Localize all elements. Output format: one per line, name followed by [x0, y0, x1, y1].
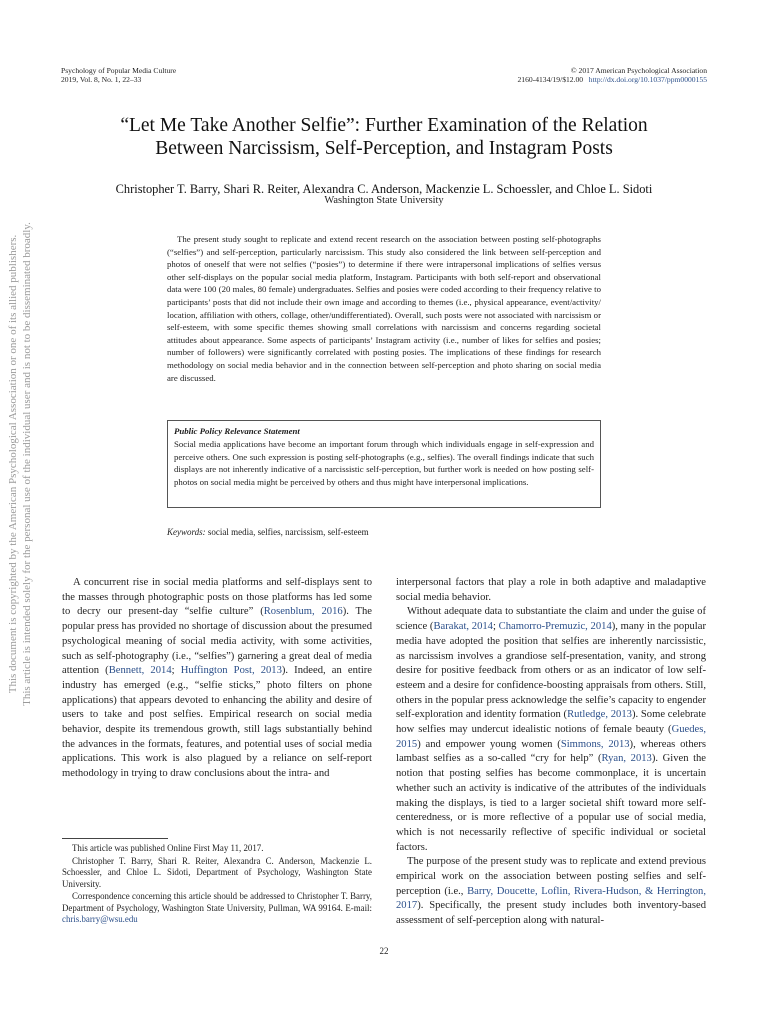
- volume-info: 2019, Vol. 8, No. 1, 22–33: [61, 75, 142, 84]
- journal-header: [61, 66, 176, 84]
- journal-name: Psychology of Popular Media Culture: [61, 66, 177, 75]
- text-run: ). The popular press has provided no shortage of discussion about the presumed psychological meaning of social media activity, with some activities, such as self-photography (i.e., “selfies”) garnering a great deal of media attention (: [62, 606, 372, 677]
- footnote-divider: [62, 838, 168, 839]
- copyright-header: [517, 66, 707, 84]
- footnotes: [62, 843, 372, 927]
- text-run: ). Given the notion that posting selfies has become commonplace, it is uncertain whether such an activity is indicative of the attributes of the individuals making the displays, is tied to a larger societal shift toward more self-centeredness, or is more reflective of a popular use of social media, which is not necessarily reflective of specific individual or societal factors.: [396, 753, 707, 853]
- citation-link[interactable]: Ryan, 2013: [601, 753, 652, 765]
- citation-link[interactable]: Guedes, 2015: [396, 724, 706, 750]
- email-link[interactable]: chris.barry@wsu.edu: [62, 914, 138, 924]
- citation-link[interactable]: Rutledge, 2013: [567, 709, 632, 721]
- doi-link[interactable]: http://dx.doi.org/10.1037/ppm0000155: [588, 75, 707, 84]
- watermark-line-2: This article is intended solely for the personal use of the individual user and is not to be disseminated broadly.: [21, 222, 33, 706]
- copyright-watermark: [6, 114, 34, 814]
- citation-link[interactable]: Chamorro-Premuzic, 2014: [498, 621, 612, 633]
- footnote-correspondence: [62, 891, 372, 926]
- abstract-text: The present study sought to replicate and extend recent research on the association between posting self-photographs (“selfies”) and self-perception, particularly narcissism. This study also considered the link between self-perception and photos of oneself that were not selfies (“posies”) to determine if there were intrapersonal implications of selfies versus other self-displays on the popular social media platform, Instagram. Participants with both self-report and observational data were 100 (20 males, 80 female) undergraduates. Selfies and posies were coded according to their frequency relative to participants’ posts that did not include their own image and according to themes (i.e., physical appearance, event/activity/ location, affiliation with others, collage, other/undifferentiated). Overall, such posts were not associated with narcissism or self-esteem, with some specific themes showing small correlations with narcissism and concerns regarding societal attitudes about appearance. Some aspects of participants’ Instagram activity (i.e., number of likes for selfies and posies; number of followers) were significantly correlated with posting posies. The implications of these findings for research methodology on social media behavior and in the connection between self-perception and photo sharing on social media are discussed.: [167, 234, 601, 383]
- text-run: The purpose of the present study was to replicate and extend previous empirical work on the association between posting selfies and self-perception (i.e.,: [396, 856, 706, 897]
- title-line-1: “Let Me Take Another Selfie”: Further Examination of the Relation: [120, 115, 648, 136]
- text-run: ), whereas others lambast selfies as a so-called “cry for help” (: [396, 738, 706, 765]
- body-column-left: [62, 576, 372, 782]
- text-run: ), many in the popular media have adopted the position that selfies are inherently narcissistic, as narcissism involves a grandiose self-presentation, vanity, and strong desire for positive feedback from others or as an indicator of low self-esteem and a desire for confidence-boosting appraisals from others. Still, others in the popular press acknowledge the selfie’s capacity to engender self-exploration and identity formation (: [396, 621, 706, 721]
- footnote-affiliations: Christopher T. Barry, Shari R. Reiter, Alexandra C. Anderson, Mackenzie L. Schoessler, and Chloe L. Sidoti, Department of Psychology, Washington State University.: [62, 855, 372, 889]
- text-run: ;: [171, 665, 181, 677]
- issn-doi-line: [517, 75, 707, 84]
- text-run: ). Some celebrate how selfies may undercut idealistic notions of female beauty (: [396, 709, 707, 736]
- text-run: Without adequate data to substantiate the claim and under the guise of science (: [396, 606, 706, 633]
- citation-link[interactable]: Bennett, 2014: [108, 665, 172, 677]
- text-run: ) and empower young women (: [417, 738, 561, 750]
- policy-heading: Public Policy Relevance Statement: [174, 426, 300, 436]
- body-column-right: [396, 576, 706, 929]
- body-paragraph: [396, 605, 706, 855]
- citation-link[interactable]: Barakat, 2014: [433, 621, 493, 633]
- article-title: [60, 114, 708, 160]
- text-run: ). Indeed, an entire industry has emerged (e.g., “selfie sticks,” photo filters on phone applications) that appears devoted to enhancing the ability and desire of users to take and post selfies. Empirical research on social media behavior, despite its tremendous growth, still lags substantially behind the advances in the formats, features, and potential uses of social media applications. This work is also plagued by a reliance on self-report methodology in trying to draw conclusions about the intra- and: [62, 665, 372, 780]
- keywords-text: social media, selfies, narcissism, self-esteem: [207, 527, 369, 537]
- text-run: ). Specifically, the present study includes both inventory-based assessment of self-perception along with natural-: [396, 900, 706, 927]
- title-line-2: Between Narcissism, Self-Perception, and Instagram Posts: [155, 138, 613, 159]
- text-run: ;: [492, 621, 499, 633]
- copyright-line: © 2017 American Psychological Association: [570, 66, 707, 75]
- body-paragraph: interpersonal factors that play a role in both adaptive and maladaptive social media behavior.: [396, 577, 706, 603]
- policy-statement-box: [167, 420, 601, 508]
- citation-link[interactable]: Barry, Doucette, Loflin, Rivera-Hudson, & Herrington, 2017: [396, 885, 706, 912]
- citation-link[interactable]: Rosenblum, 2016: [263, 606, 343, 618]
- citation-link[interactable]: Huffington Post, 2013: [180, 665, 282, 677]
- footnote-published: This article was published Online First May 11, 2017.: [72, 843, 264, 853]
- text-run: A concurrent rise in social media platforms and self-displays sent to the masses through photographic posts on those platforms has led some to decry our present-day “selfie culture” (: [62, 577, 372, 618]
- citation-link[interactable]: Simmons, 2013: [560, 738, 630, 750]
- policy-text: Social media applications have become an important forum through which individuals engage in self-expression and perceive others. One such expression is posting self-photographs (e.g., selfies). The overall findings indicate that such displays are not inherently indicative of a narcissistic self-perception, but further work is needed on how posting self-photos on social media might be perceived by others and thus might have interpersonal implications.: [174, 439, 594, 487]
- author-list: Christopher T. Barry, Shari R. Reiter, Alexandra C. Anderson, Mackenzie L. Schoessler, and Chloe L. Sidoti: [115, 182, 653, 196]
- page-number: 22: [379, 946, 389, 956]
- keywords: [167, 527, 369, 537]
- text-run: Correspondence concerning this article should be addressed to Christopher T. Barry, Department of Psychology, Washington State University, Pullman, WA 99164. E-mail:: [62, 891, 372, 913]
- keywords-label: Keywords:: [167, 527, 206, 537]
- body-paragraph: [62, 576, 372, 782]
- body-paragraph: [396, 855, 706, 929]
- watermark-line-1: This document is copyrighted by the American Psychological Association or one of its allied publishers.: [7, 234, 19, 694]
- affiliation: Washington State University: [324, 195, 444, 206]
- issn-price: 2160-4134/19/$12.00: [517, 75, 584, 84]
- abstract: [167, 233, 601, 384]
